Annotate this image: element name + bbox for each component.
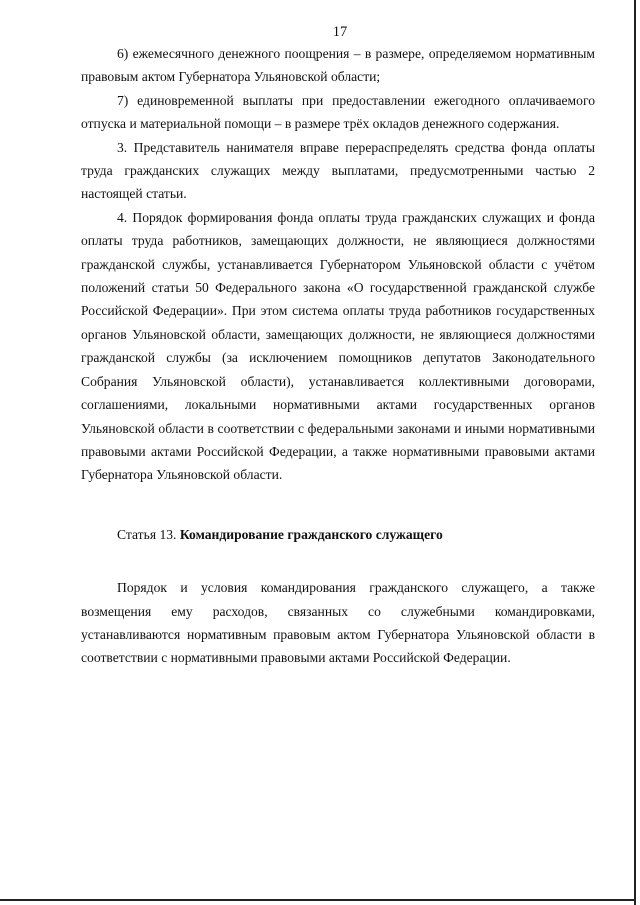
page-edge-right: [634, 0, 636, 905]
article-title: Командирование гражданского служащего: [179, 526, 443, 542]
paragraph-item-7: 7) единовременной выплаты при предоставлении ежегодного оплачиваемого отпуска и материальной помощи – в размере трёх окладов денежного содержания.: [81, 92, 595, 132]
article-number: Статья 13.: [117, 526, 180, 542]
document-body: [81, 42, 595, 670]
paragraph-part-4: 4. Порядок формирования фонда оплаты труда гражданских служащих и фонда оплаты труда работников, замещающих должности, не являющиеся должностями гражданской службы, устанавливается Губернатором Ульяновской области с учётом положений статьи 50 Федерального закона «О государственной гражданской службе Российской Федерации». При этом система оплаты труда работников государственных органов Ульяновской области, замещающих должности, не являющиеся должностями гражданской службы (за исключением помощников депутатов Законодательного Собрания Ульяновской области), устанавливается коллективными договорами, соглашениями, локальными нормативными актами государственных органов Ульяновской области в соответствии с федеральными законами и иными нормативными правовыми актами Российской Федерации, а также нормативными правовыми актами Губернатора Ульяновской области.: [81, 209, 595, 483]
article-heading: [81, 523, 595, 546]
page-edge-bottom: [0, 899, 636, 901]
paragraph-part-3: 3. Представитель нанимателя вправе перераспределять средства фонда оплаты труда гражданских служащих между выплатами, предусмотренными частью 2 настоящей статьи.: [81, 139, 595, 202]
page-number: 17: [332, 24, 348, 40]
article-paragraph: Порядок и условия командирования гражданского служащего, а также возмещения ему расходов, связанных со служебными командировками, устанавливаются нормативным правовым актом Губернатора Ульяновской области в соответствии с нормативными правовыми актами Российской Федерации.: [81, 580, 595, 666]
paragraph-item-6: 6) ежемесячного денежного поощрения – в размере, определяемом нормативным правовым актом Губернатора Ульяновской области;: [81, 46, 595, 85]
